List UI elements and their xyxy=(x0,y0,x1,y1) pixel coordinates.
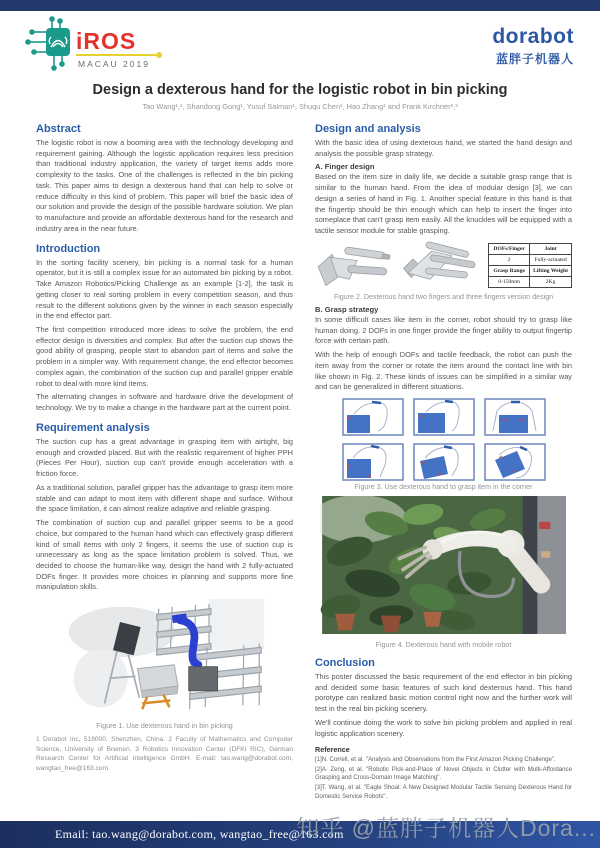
requirement-paragraph: The combination of suction cup and parallel gripper seems to be a good choice, but compared to the human hand which can effectively grasp different kind of small items with only 2 fingers, it seems the use of suction cup is unnecessary as long as the space limitation problem is solved. Thus, we decided to choose the human-like way, design the hand with 2 fully-actuated DOFs finger. It provides more choices in planning and supports more fine manipulation skills. xyxy=(36,518,293,592)
grasp-strategy-paragraph: With the help of enough DOFs and tactile feedback, the robot can push the item away from the corner or rotate the item around the contact line with bin like shown in Fig. 2. These kinds of issues can be simplified in a similar way and can be generalized in different situations. xyxy=(315,350,572,392)
spec-cell: Lifting Weight xyxy=(530,266,572,277)
spec-cell: DOFs/Finger xyxy=(489,244,530,255)
figure1 xyxy=(36,599,293,730)
figure4 xyxy=(315,496,572,649)
introduction-heading: Introduction xyxy=(36,242,101,255)
authors-line: Tao Wang¹,², Shandong Gong¹, Yusuf Salman¹, Shuqu Chen¹, Hao Zhang¹ and Frank Kirchner²,³ xyxy=(142,102,458,111)
figure3-panel xyxy=(342,398,404,436)
spec-cell: Grasp Range xyxy=(489,266,530,277)
figure3 xyxy=(315,398,572,481)
introduction-paragraph: The alternating changes in software and hardware drive the development of technology. We try to make a change in the hardware part at the current point. xyxy=(36,392,293,413)
spec-cell: Fully-actuated xyxy=(530,255,572,266)
requirement-paragraph: The suction cup has a great advantage in grasping item with airtight, big enough and crowded placed. But with the realistic requirement of higher PPH (Pieces Per Hour), suction cup can't provide enough acceleration with a friction force. xyxy=(36,436,293,479)
page-title: Design a dexterous hand for the logistic robot in bin picking xyxy=(92,82,508,98)
conclusion-paragraph: We'll continue doing the work to solve bin picking problem and applied in real logistic application scenery. xyxy=(315,717,572,738)
abstract-body: The logistic robot is now a booming area with the technology developing and requirement gaining. Although the logistic application requires less precision than traditional industry application, the variety of target items adds more complexity to the tasks. One of the challenges is reflected in the bin picking task. This paper aims to design a dexterous hand that can help to solve or reduce difficulty in this kind of problem. This paper will brief the basic idea of our solution and provide the design of the possible hardware solution. We plan to manufacture and provide an affordable dexterous hand for the research and industry area in the near future. xyxy=(36,138,293,233)
figure2 xyxy=(315,241,572,291)
figure3-panel xyxy=(342,443,404,481)
figure3-panel xyxy=(413,443,475,481)
design-heading: Design and analysis xyxy=(315,123,421,135)
figure1-caption: Figure 1. Use dexterous hand in bin picking xyxy=(96,722,233,731)
figure3-panel xyxy=(413,398,475,436)
spec-table xyxy=(488,243,572,288)
iros-wordmark: iROS xyxy=(76,28,137,54)
dorabot-logo xyxy=(492,26,574,67)
figure4-image xyxy=(320,496,568,634)
affiliation-note: 1 Dorabot Inc, 518000, Shenzhen, China. 2 Faculty of Mathematics and Computer Science, University of Bremen. 3 Robotics Innovation Center (DFKI RIC), German Research Center for Artificial Intelligence GmbH. E-mail: tao.wang@dorabot.com, wangtao_free@163.com. xyxy=(36,736,293,772)
conclusion-paragraph: This poster discussed the basic requirement of the end effector in bin picking and decided some basic features of such kind dexterous hand. This hand porotype can realized basic motion control right now and the further work will test in the real bin picking scenery. xyxy=(315,672,572,714)
reference-item: [3]T. Wang, et al. "Eagle Shoal: A New Designed Modular Tactile Sensing Dexterous Hand for Domestic Service Robots". xyxy=(315,784,572,800)
right-column xyxy=(315,115,572,802)
finger-design-subheading: A. Finger design xyxy=(315,162,375,172)
iros-logo xyxy=(24,16,174,76)
left-column xyxy=(36,115,293,802)
spec-cell: 0-150mm xyxy=(489,277,530,288)
dorabot-wordmark: dorabot xyxy=(492,25,574,48)
introduction-paragraph: In the sorting facility scenery, bin picking is a normal task for a human operator, but it is still a complex issue for an automated bin picking by a robot. Take Amazon Robotics/Picking Challenge as an example [1-2], the task is getting closer to real sorting problem in every competition season, and thus result to the different solutions given by the winner in each season especially in the end effector part. xyxy=(36,257,293,321)
figure3-panel xyxy=(484,398,546,436)
abstract-heading: Abstract xyxy=(36,123,81,135)
contact-email: Email: tao.wang@dorabot.com, wangtao_free@163.com xyxy=(55,827,344,841)
figure2-hand-two-finger-image xyxy=(315,241,393,291)
poster-columns xyxy=(0,111,600,802)
requirement-paragraph: As a traditional solution, parallel gripper has the advantage to grasp item more stable and can adapt to most item with different shape and surface. Without the space limitation, it can almost realize adaptive and reliable grasping. xyxy=(36,482,293,514)
zhihu-watermark: 知乎 @蓝胖子机器人Dora... xyxy=(296,815,596,841)
conclusion-heading: Conclusion xyxy=(315,657,375,670)
spec-cell: 2 xyxy=(489,255,530,266)
figure2-hand-three-finger-image xyxy=(402,241,480,291)
top-accent-bar xyxy=(0,0,600,11)
spec-cell: Joint xyxy=(530,244,572,255)
figure1-image xyxy=(64,599,266,715)
reference-item: [2]A. Zeng, et al. "Robotic Pick-and-Place of Novel Objects in Clutter with Multi-Affordance Grasping and Cross-Domain Image Matching". xyxy=(315,765,572,782)
figure3-panel xyxy=(484,443,546,481)
figure2-caption: Figure 2. Dexterous hand two fingers and three fingers version design xyxy=(333,292,554,301)
spec-cell: 2Kg xyxy=(530,277,572,288)
grasp-strategy-subheading: B. Grasp strategy xyxy=(315,304,379,314)
figure3-caption: Figure 3. Use dexterous hand to grasp item in the corner xyxy=(354,483,533,492)
yellow-dot-icon xyxy=(156,52,162,58)
dorabot-chinese-name: 蓝胖子机器人 xyxy=(495,52,574,66)
introduction-paragraph: The first competition introduced more ideas to solve the problem, the end effector design is diversities and complex. But after the suction cup shows the good ability of grasping, people start to abandon part of items and solve the problem in a simpler way. With requirement change, the end effector becomes complex again, the combination of the suction cup and parallel gripper enable robot to deal with more kind items. xyxy=(36,325,293,388)
reference-heading: Reference xyxy=(315,745,350,755)
figure4-caption: Figure 4. Dexterous hand with mobile robot xyxy=(375,641,512,650)
design-intro: With the basic idea of using dexterous hand, we started the hand design and analysis the possible grasp strategy. xyxy=(315,138,572,158)
grasp-strategy-paragraph: In some difficult cases like item in the corner, robot should try to grasp like human doing. 2 DOFs in one finger provide the finger ability to output fingertip force with certain path. xyxy=(315,314,572,346)
reference-item: [1]N. Correll, et al. "Analysis and Observations from the First Amazon Picking Challenge". xyxy=(315,756,556,764)
iros-subtitle: MACAU 2019 xyxy=(78,59,150,69)
requirement-heading: Requirement analysis xyxy=(36,421,150,434)
header xyxy=(0,11,600,78)
finger-design-body: Based on the item size in daily life, we decide a suitable grasp range that is similar to the human hand. From the idea of modular design [3], we can design a series of hand in Fig. 1. Another special feature in this hand is that the fingertip should be thin enough which can help to insert the finger into someplace that can't grasp item easily. All the knuckles will be equipped with a tactile sensor module for stable grasping. xyxy=(315,172,572,236)
